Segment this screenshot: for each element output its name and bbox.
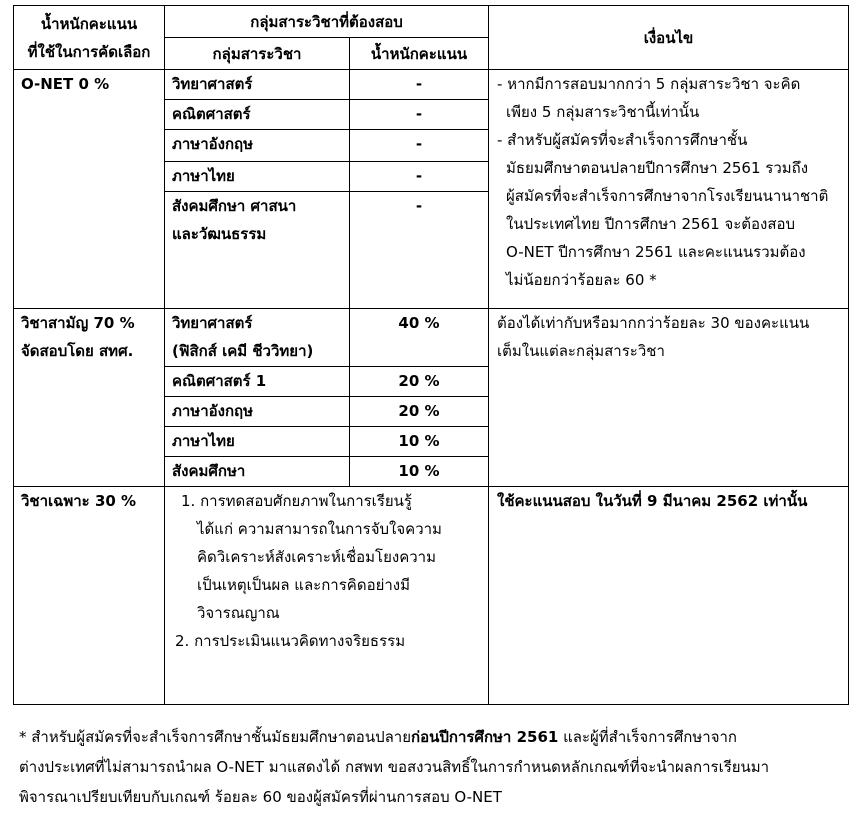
general-weight: 20 % bbox=[350, 367, 489, 397]
header-row-1 bbox=[14, 6, 849, 38]
general-subject-line1: วิทยาศาสตร์ bbox=[172, 314, 253, 332]
general-condition-line2: เต็มในแต่ละกลุ่มสาระวิชา bbox=[497, 342, 665, 360]
criteria-table bbox=[13, 5, 849, 705]
specific-row bbox=[14, 487, 849, 705]
onet-condition-line: มัธยมศึกษาตอนปลายปีการศึกษา 2561 รวมถึง bbox=[506, 159, 809, 177]
general-label-line2: จัดสอบโดย สทศ. bbox=[21, 342, 134, 360]
specific-item1-line: วิจารณญาณ bbox=[197, 604, 280, 622]
general-condition-line1: ต้องได้เท่ากับหรือมากกว่าร้อยละ 30 ของคะแนน bbox=[497, 314, 810, 332]
general-weight: 20 % bbox=[350, 397, 489, 427]
onet-weight: - bbox=[350, 130, 489, 162]
specific-condition: ใช้คะแนนสอบ ในวันที่ 9 มีนาคม 2562 เท่านั้น bbox=[489, 487, 849, 705]
onet-subject bbox=[165, 192, 350, 309]
footnote-part1: * สำหรับผู้สมัครที่จะสำเร็จการศึกษาชั้นมัธยมศึกษาตอนปลาย bbox=[19, 728, 411, 746]
onet-condition-line: O-NET ปีการศึกษา 2561 และคะแนนรวมต้อง bbox=[506, 243, 806, 261]
specific-subjects bbox=[165, 487, 489, 705]
onet-weight: - bbox=[350, 100, 489, 130]
general-subject: คณิตศาสตร์ 1 bbox=[165, 367, 350, 397]
group-header: กลุ่มสาระวิชาที่ต้องสอบ bbox=[165, 6, 489, 38]
specific-label: วิชาเฉพาะ 30 % bbox=[14, 487, 165, 705]
onet-subject-line1: สังคมศึกษา ศาสนา bbox=[172, 197, 297, 215]
general-weight: 40 % bbox=[350, 309, 489, 367]
general-row-1 bbox=[14, 309, 849, 367]
onet-label: O-NET 0 % bbox=[14, 70, 165, 309]
general-label-line1: วิชาสามัญ 70 % bbox=[21, 314, 135, 332]
weight-header-line1: น้ำหนักคะแนน bbox=[40, 14, 138, 33]
general-subject: ภาษาไทย bbox=[165, 427, 350, 457]
footnote-line2: ต่างประเทศที่ไม่สามารถนำผล O-NET มาแสดงได้ กสพท ขอสงวนสิทธิ์ในการกำหนดหลักเกณฑ์ที่จะนำผลการเรียนมา bbox=[19, 758, 770, 776]
general-weight: 10 % bbox=[350, 427, 489, 457]
condition-header: เงื่อนไข bbox=[489, 6, 849, 70]
specific-item1-line: คิดวิเคราะห์สังเคราะห์เชื่อมโยงความ bbox=[197, 548, 436, 566]
general-subject-line2: (ฟิสิกส์ เคมี ชีววิทยา) bbox=[172, 342, 314, 360]
general-weight: 10 % bbox=[350, 457, 489, 487]
footnote bbox=[19, 722, 844, 812]
weight-header bbox=[14, 6, 165, 70]
onet-row-1 bbox=[14, 70, 849, 100]
onet-weight: - bbox=[350, 192, 489, 309]
general-label bbox=[14, 309, 165, 487]
onet-subject: คณิตศาสตร์ bbox=[165, 100, 350, 130]
subgroup-header: กลุ่มสาระวิชา bbox=[165, 38, 350, 70]
onet-condition-line: ในประเทศไทย ปีการศึกษา 2561 จะต้องสอบ bbox=[506, 215, 796, 233]
footnote-line3: พิจารณาเปรียบเทียบกับเกณฑ์ ร้อยละ 60 ของผู้สมัครที่ผ่านการสอบ O-NET bbox=[19, 788, 502, 806]
onet-weight: - bbox=[350, 70, 489, 100]
subweight-header: น้ำหนักคะแนน bbox=[350, 38, 489, 70]
onet-condition-line: - หากมีการสอบมากกว่า 5 กลุ่มสาระวิชา จะคิด bbox=[497, 75, 801, 93]
footnote-bold: ก่อนปีการศึกษา 2561 bbox=[411, 728, 559, 746]
general-subject: ภาษาอังกฤษ bbox=[165, 397, 350, 427]
onet-weight: - bbox=[350, 162, 489, 192]
specific-item1 bbox=[175, 487, 488, 627]
onet-subject: ภาษาไทย bbox=[165, 162, 350, 192]
onet-subject: วิทยาศาสตร์ bbox=[165, 70, 350, 100]
specific-item1-line: 1. การทดสอบศักยภาพในการเรียนรู้ bbox=[181, 492, 412, 510]
onet-condition-line: - สำหรับผู้สมัครที่จะสำเร็จการศึกษาชั้น bbox=[497, 131, 748, 149]
footnote-part2: และผู้ที่สำเร็จการศึกษาจาก bbox=[558, 728, 737, 746]
onet-subject-line2: และวัฒนธรรม bbox=[172, 225, 267, 243]
general-subject: สังคมศึกษา bbox=[165, 457, 350, 487]
onet-subject: ภาษาอังกฤษ bbox=[165, 130, 350, 162]
onet-condition bbox=[489, 70, 849, 309]
onet-condition-line: ไม่น้อยกว่าร้อยละ 60 * bbox=[506, 271, 657, 289]
specific-item1-line: ได้แก่ ความสามารถในการจับใจความ bbox=[197, 520, 442, 538]
general-condition bbox=[489, 309, 849, 487]
specific-item2: 2. การประเมินแนวคิดทางจริยธรรม bbox=[175, 632, 406, 650]
weight-header-line2: ที่ใช้ในการคัดเลือก bbox=[27, 42, 151, 61]
onet-condition-line: เพียง 5 กลุ่มสาระวิชานี้เท่านั้น bbox=[506, 103, 700, 121]
specific-item1-line: เป็นเหตุเป็นผล และการคิดอย่างมี bbox=[197, 576, 410, 594]
onet-condition-line: ผู้สมัครที่จะสำเร็จการศึกษาจากโรงเรียนนานาชาติ bbox=[506, 187, 829, 205]
general-subject bbox=[165, 309, 350, 367]
